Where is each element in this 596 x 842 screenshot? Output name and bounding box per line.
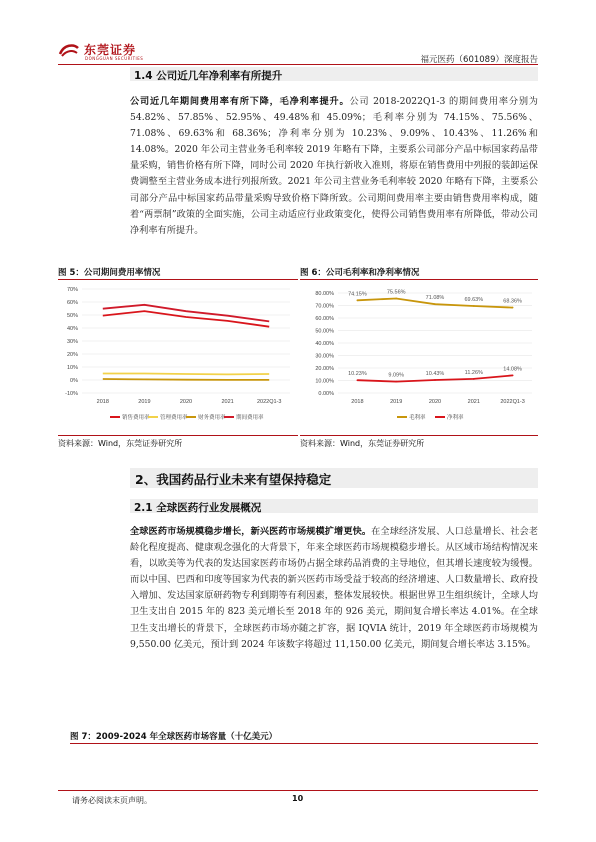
y-tick-label: 10% (66, 365, 78, 371)
y-tick-label: 70% (66, 287, 78, 293)
data-label: 68.36% (503, 298, 522, 305)
x-tick-label: 2021 (467, 399, 480, 405)
section-paragraph (130, 524, 538, 653)
section-paragraph (130, 94, 538, 239)
data-point (357, 299, 359, 301)
x-tick-label: 2018 (351, 399, 364, 405)
data-label: 75.56% (386, 289, 406, 296)
section-heading: 1.4 公司近几年净利率有所提升 (134, 70, 283, 82)
data-label: 71.08% (425, 295, 445, 302)
y-tick-label: 40% (66, 326, 78, 332)
data-label: 74.15% (348, 291, 367, 298)
data-point (434, 379, 436, 381)
x-tick-label: 2019 (390, 399, 403, 405)
figure-source: 资料来源：Wind，东莞证券研究所 (300, 439, 425, 448)
legend-label: 期间费用率 (236, 415, 264, 421)
footer-disclaimer: 请务必阅读末页声明。 (72, 796, 152, 805)
y-tick-label: 30% (66, 339, 78, 345)
figure-divider (58, 279, 298, 280)
y-tick-label: 0.00% (318, 391, 334, 397)
legend-label: 销售费用率 (122, 415, 150, 421)
figure-divider (70, 743, 538, 744)
margin-chart (300, 281, 538, 431)
y-tick-label: 60.00% (315, 316, 334, 322)
data-label: 14.08% (503, 366, 522, 373)
data-label: 11.26% (464, 369, 483, 376)
data-label: 9.09% (388, 372, 405, 379)
y-tick-label: 50.00% (315, 328, 334, 335)
figure-title: 图 6：公司毛利率和净利率情况 (300, 268, 420, 278)
company-logo (58, 40, 168, 66)
x-tick-label: 2020 (428, 399, 442, 405)
data-label: 10.43% (425, 370, 445, 377)
data-label: 69.63% (464, 296, 484, 303)
y-tick-label: 50% (66, 313, 78, 319)
x-tick-label: 2021 (221, 399, 234, 405)
figure-source: 资料来源：Wind，东莞证券研究所 (58, 439, 183, 448)
y-tick-label: 40.00% (315, 341, 334, 347)
figure-title: 图 5：公司期间费用率情况 (58, 268, 161, 278)
y-tick-label: 30.00% (315, 353, 334, 360)
data-point (395, 381, 397, 383)
figure-divider (58, 435, 298, 436)
figure-divider (300, 279, 538, 280)
expense-ratio-series-line (103, 374, 269, 375)
x-tick-label: 2022Q1-3 (256, 399, 282, 405)
y-tick-label: 20% (66, 352, 78, 358)
data-point (434, 303, 436, 305)
y-tick-label: 10.00% (315, 378, 334, 385)
chapter-heading: 2、我国药品行业未来有望保持稳定 (135, 472, 332, 487)
figure-title: 图 7：2009-2024 年全球医药市场容量（十亿美元） (70, 732, 278, 742)
section-heading: 2.1 全球医药行业发展概况 (134, 502, 262, 514)
data-point (473, 305, 475, 307)
paragraph-lead: 全球医药市场规模稳步增长，新兴医药市场规模扩增更快。 (130, 526, 372, 537)
report-header: 福元医药（601089）深度报告 (420, 55, 538, 65)
legend-label: 毛利率 (409, 415, 426, 421)
x-tick-label: 2022Q1-3 (500, 399, 525, 405)
figure-divider (300, 435, 538, 436)
header-divider (58, 64, 538, 65)
data-label: 10.23% (348, 371, 367, 378)
data-point (512, 307, 514, 309)
data-point (357, 379, 359, 381)
paragraph-lead: 公司近几年期间费用率有所下降，毛净利率提升。 (130, 96, 350, 107)
logo-mark-icon (58, 42, 80, 58)
legend-label: 管理费用率 (160, 415, 188, 421)
legend-label: 财务费用率 (198, 415, 226, 421)
y-tick-label: 20.00% (315, 366, 334, 372)
data-point (395, 298, 397, 300)
logo-subtext: DONGGUAN SECURITIES (85, 56, 144, 61)
y-tick-label: 60% (66, 300, 78, 306)
legend-label: 净利率 (447, 415, 464, 421)
data-point (473, 378, 475, 380)
expense-ratio-series-line (103, 379, 269, 380)
x-tick-label: 2018 (96, 399, 109, 405)
expense-ratio-chart (58, 281, 298, 431)
logo-text: 东莞证券 (84, 43, 137, 57)
y-tick-label: 0% (70, 378, 78, 384)
paragraph-body: 公司 2018-2022Q1-3 的期间费用率分别为 54.82%、57.85%、52.95%、49.48%和 45.09%；毛利率分别为 74.15%、75.56%、71.08%、69.63%和 68.36%；净利率分别为 10.23%、9.09%、10.43%、11.26%和 14.08%。2020 年公司主营业务毛利率较 2019 年略有下降，主要系公司部分产品中标国家药品带量采购，销售价格有所下降，同时公司 2020 年执行新收入准则，将原在销售费用中列报的装卸运保费调整至主营业务成本进行列报所致。2021 年公司主营业务毛利率较 2020 年略有下降，主要系公司部分产品中标国家药品带量采购导致价格下降所致。公司期间费用率主要由销售费用率构成，随着“两票制”政策的全面实施，公司主动适应行业政策变化，使得公司销售费用率有所降低，带动公司净利率有所提升。 (130, 96, 538, 236)
data-point (512, 375, 514, 377)
x-tick-label: 2019 (138, 399, 151, 405)
paragraph-body: 在全球经济发展、人口总量增长、社会老龄化程度提高、健康观念强化的大背景下，年来全球医药市场规模稳步增长。从区域市场结构情况来看，以欧美等为代表的发达国家医药市场仍占据全球药品消费的主导地位，但其增长速度较为缓慢。而以中国、巴西和印度等国家为代表的新兴医药市场受益于较高的经济增速、人口数量增长、政府投入增加、发达国家原研药物专利到期等有利因素，整体发展较快。根据世界卫生组织统计，全球人均卫生支出自 2015 年的 823 美元增长至 2018 年的 926 美元，期间复合增长率达 4.01%。在全球卫生支出增长的背景下，全球医药市场亦随之扩容，据 IQVIA 统计，2019 年全球医药市场规模为 9,550.00 亿美元，预计到 2024 年该数字将超过 11,150.00 亿美元，期间复合增长率达 3.15%。 (130, 526, 539, 650)
expense-ratio-series-line (103, 311, 269, 327)
y-tick-label: 70.00% (315, 303, 334, 310)
y-tick-label: -10% (65, 391, 78, 397)
x-tick-label: 2020 (179, 399, 193, 405)
footer-divider (58, 790, 538, 791)
page-number: 10 (292, 794, 304, 803)
y-tick-label: 80.00% (315, 291, 334, 297)
